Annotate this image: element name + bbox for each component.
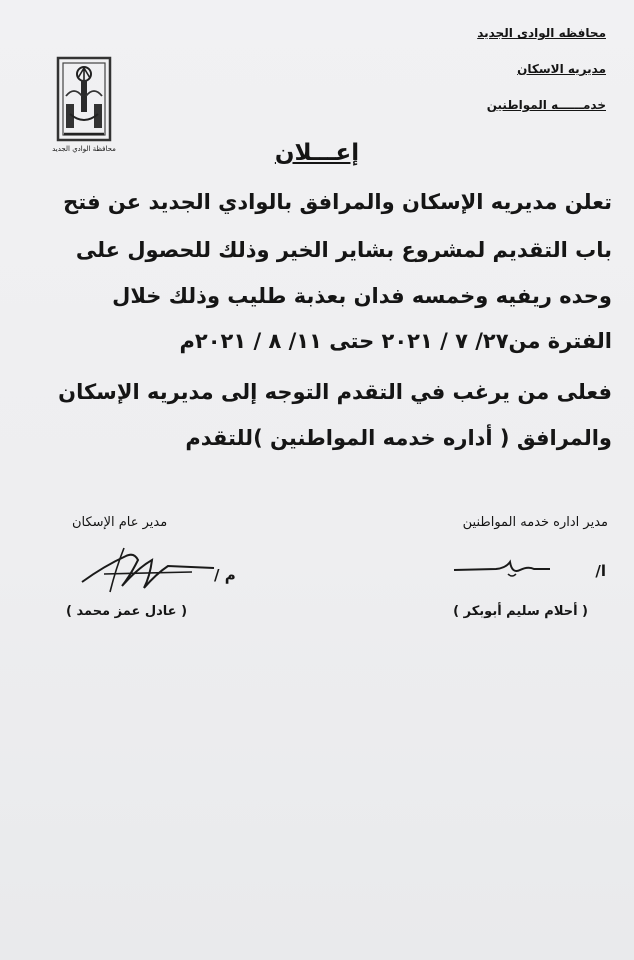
governorate-header: محافظه الوادى الجديد [477,26,606,40]
announcement-title: إعـــلان [274,140,360,166]
left-signature-icon [64,538,224,596]
right-signature-mark: ا/ [595,562,606,580]
body-line-4: الفترة من٢٧/ ٧ / ٢٠٢١ حتى ١١/ ٨ / ٢٠٢١م [179,329,612,353]
body-line-2: باب التقديم لمشروع بشاير الخير وذلك للحصول على [75,238,612,262]
directorate-header: مديريه الاسكان [517,62,606,76]
housing-general-manager-title: مدير عام الإسكان [72,515,168,530]
service-header: خدمــــــه المواطنين [486,98,606,112]
citizen-services-manager-title: مدير اداره خدمه المواطنين [462,515,608,530]
body-line-6: والمرافق ( أداره خدمه المواطنين )للتقدم [185,426,612,450]
housing-general-manager-name: ( عادل عمز محمد ) [66,604,188,619]
left-signature-mark: م / [214,566,236,584]
body-line-1: تعلن مديريه الإسكان والمرافق بالوادي الجديد عن فتح [63,190,612,214]
emblem-caption: محافظة الوادي الجديد [52,145,116,153]
right-signature-icon [450,548,555,588]
body-line-5: فعلى من يرغب في التقدم التوجه إلى مديريه الإسكان [58,380,612,404]
body-line-3: وحده ريفيه وخمسه فدان بعذبة طليب وذلك خلال [112,284,612,308]
citizen-services-manager-name: ( أحلام سليم أبوبكر ) [453,604,588,619]
